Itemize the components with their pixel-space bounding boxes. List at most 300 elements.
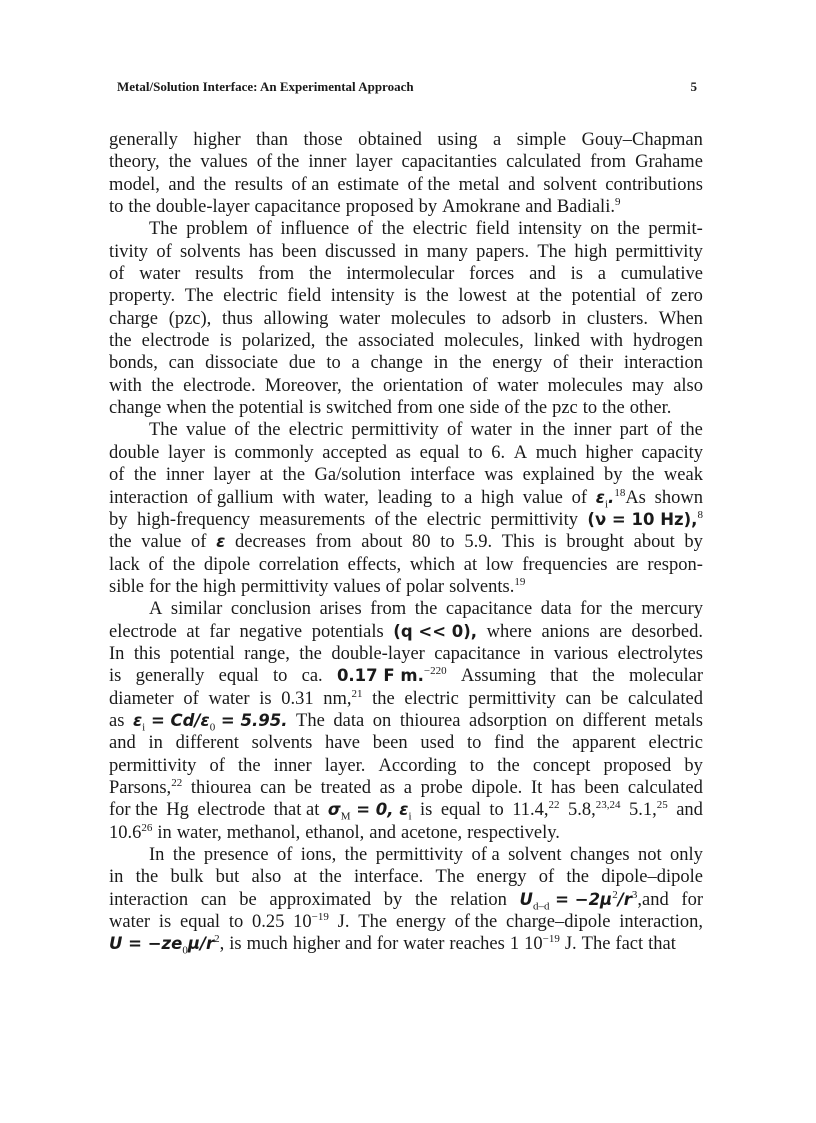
word: and: [529, 264, 556, 285]
word: a: [493, 130, 502, 150]
word: and: [676, 800, 703, 821]
word: in: [148, 733, 163, 754]
word: about: [633, 532, 675, 553]
word: 10.6$^{26}$: [109, 821, 153, 843]
word: various: [553, 643, 609, 664]
word: water: [403, 934, 445, 955]
word: 11.4,22: [512, 799, 560, 821]
word: can: [168, 353, 195, 374]
word: adsorption: [469, 710, 548, 731]
word: Moreover,: [264, 375, 342, 396]
word: of: [234, 420, 250, 441]
word: electrode: [197, 800, 266, 821]
word: not: [637, 845, 662, 865]
word: permittivity: [375, 845, 464, 865]
text-line: [109, 442, 703, 464]
word: arises: [319, 599, 362, 620]
word: dipole: [203, 554, 251, 575]
word: electric: [288, 420, 344, 441]
word: be: [294, 777, 312, 798]
word: at: [186, 621, 200, 642]
word: the: [172, 554, 196, 575]
word: Assuming: [460, 666, 536, 687]
word: by: [418, 197, 438, 218]
word: forces: [469, 264, 515, 285]
word: is: [109, 666, 122, 687]
word: commonly: [234, 442, 314, 463]
word: the: [458, 353, 482, 374]
word: from: [258, 264, 295, 285]
word: A: [513, 442, 528, 463]
word: from: [396, 398, 433, 419]
word: from: [315, 532, 352, 553]
word: have: [325, 733, 360, 754]
word: side: [469, 398, 500, 419]
word: to: [109, 197, 124, 218]
word: associated: [358, 331, 435, 352]
word: capacitance: [445, 599, 533, 620]
word: the: [133, 465, 157, 486]
word: water: [109, 912, 151, 933]
word: the: [351, 375, 374, 396]
text-line: [109, 777, 703, 799]
word: much: [246, 934, 288, 955]
word: higher: [193, 130, 241, 150]
word: potentials: [311, 621, 384, 642]
word: field: [287, 286, 322, 307]
word: of: [109, 264, 125, 285]
word: is: [259, 688, 272, 709]
word: higher: [585, 442, 633, 463]
running-title: Metal/Solution Interface: An Experimental Approach: [117, 79, 414, 94]
word: molecules: [547, 375, 623, 396]
word: In: [109, 643, 125, 664]
word: water: [139, 264, 181, 285]
word: equal: [440, 800, 481, 821]
word: by: [109, 509, 128, 530]
word: been: [372, 733, 408, 754]
word: solvents: [179, 241, 241, 262]
word: that: [550, 666, 578, 687]
word: the: [344, 845, 368, 865]
word: been: [584, 777, 620, 798]
word: the: [539, 286, 562, 307]
word: electric: [404, 688, 459, 709]
text-line: [109, 755, 703, 777]
word: thiourea: [190, 777, 252, 798]
word: that at: [273, 800, 320, 821]
word: electrolytes: [617, 643, 703, 664]
word: the: [592, 666, 615, 687]
word: correlation: [258, 554, 339, 575]
body-text: [109, 129, 703, 956]
word: capacitance: [254, 197, 341, 218]
word: charge: [109, 308, 158, 329]
word: accepted: [322, 442, 387, 463]
word: The: [184, 286, 214, 307]
word: electric: [648, 733, 703, 754]
word: molecules: [390, 308, 466, 329]
word: concept: [532, 755, 591, 776]
word: of: [191, 532, 207, 553]
word: inner: [165, 465, 204, 486]
word: $10^{-19}$: [293, 910, 329, 933]
word: electric: [223, 286, 278, 307]
word: values: [333, 576, 381, 597]
word: interaction: [109, 487, 189, 508]
word: of: [645, 286, 662, 307]
word: polarized,: [241, 331, 316, 352]
text-line: [109, 911, 703, 933]
word: the: [426, 286, 449, 307]
word: to: [326, 353, 341, 374]
word: for the: [109, 800, 158, 821]
word: calculated: [628, 688, 703, 709]
word: energy: [476, 867, 527, 888]
word: has: [248, 241, 274, 262]
text-line: [109, 576, 703, 598]
word: of: [148, 554, 164, 575]
word: permittivity: [241, 576, 329, 597]
word: this: [133, 643, 161, 664]
word: electric: [426, 509, 482, 530]
word: lack: [109, 554, 140, 575]
word: is: [420, 800, 433, 821]
word: intensity: [330, 286, 395, 307]
word: the: [602, 398, 625, 419]
word: 5.9.: [464, 532, 493, 553]
word: similar: [170, 599, 223, 620]
word: inner: [573, 420, 612, 441]
word: $U_{d-d} = -2\mu^2/r^3,and$: [519, 888, 669, 913]
word: This: [501, 532, 535, 553]
word: part: [619, 420, 649, 441]
word: in: [433, 353, 449, 374]
text-line: [109, 397, 703, 419]
word: ca.: [301, 666, 323, 687]
word: model,: [109, 174, 160, 195]
word: electrode: [109, 621, 177, 642]
word: of: [156, 241, 172, 262]
word: as: [395, 442, 411, 463]
word: capacitanties: [401, 152, 498, 173]
text-line: [109, 554, 703, 576]
word: electrode.: [183, 375, 256, 396]
word: capacitance: [434, 643, 521, 664]
word: water: [470, 420, 512, 441]
word: leading: [377, 487, 433, 508]
word: on: [555, 710, 575, 731]
word: solvents: [251, 733, 313, 754]
paragraph: [109, 419, 703, 598]
word: 5.1,25: [628, 799, 668, 821]
word: proposed: [603, 755, 672, 776]
word: where: [486, 621, 532, 642]
text-line: [109, 375, 703, 397]
word: presence: [203, 845, 269, 865]
word: anions: [541, 621, 590, 642]
word: conclusion: [230, 599, 312, 620]
word: the: [381, 219, 405, 240]
word: in: [561, 308, 577, 329]
text-line: [109, 308, 703, 330]
word: those: [303, 130, 343, 150]
word: also: [673, 375, 703, 396]
word: far: [209, 621, 230, 642]
word: influence: [280, 219, 350, 240]
word: the: [372, 688, 395, 709]
word: to: [228, 912, 244, 933]
word: water,: [323, 487, 369, 508]
word: as: [379, 777, 396, 798]
word: is: [404, 286, 417, 307]
word: of: [183, 688, 199, 709]
word: of: [553, 353, 569, 374]
word: their: [579, 353, 614, 374]
word: the: [237, 755, 261, 776]
word: desorbed.: [631, 621, 703, 642]
word: treated: [320, 777, 371, 798]
word: intermolecular: [346, 264, 455, 285]
word: the: [542, 420, 566, 441]
word: by: [684, 532, 703, 553]
word: that: [648, 934, 676, 955]
word: the: [414, 599, 438, 620]
word: the: [175, 576, 199, 597]
word: find: [494, 733, 524, 754]
word: layer.: [324, 755, 366, 776]
word: (q << 0),: [393, 621, 478, 641]
word: of: [357, 219, 374, 240]
word: lowest: [458, 286, 507, 307]
word: of the: [454, 912, 498, 933]
word: the: [325, 331, 348, 352]
running-header: [117, 79, 697, 99]
word: The: [358, 912, 388, 933]
word: clusters.: [586, 308, 649, 329]
word: in: [157, 822, 172, 843]
word: generally: [109, 130, 178, 150]
word: results: [195, 264, 244, 285]
word: high-frequency: [136, 509, 250, 530]
word: and: [345, 934, 372, 955]
word: layer: [355, 152, 393, 173]
word: be: [239, 889, 257, 910]
word: the: [109, 331, 132, 352]
text-line: [109, 196, 703, 218]
word: of: [538, 867, 555, 888]
word: of: [571, 487, 587, 508]
word: high: [203, 576, 237, 597]
word: of the: [407, 174, 451, 195]
text-line: [109, 688, 703, 710]
word: to: [468, 442, 483, 463]
word: potential: [571, 286, 637, 307]
word: polar: [406, 576, 445, 597]
word: respon-: [647, 554, 703, 575]
word: 0.31: [281, 688, 314, 709]
word: range,: [244, 643, 290, 664]
word: the: [415, 889, 438, 910]
word: the: [135, 867, 159, 888]
word: interaction: [623, 353, 703, 374]
word: sible: [109, 576, 144, 597]
word: metal: [458, 174, 500, 195]
word: from: [590, 152, 627, 173]
word: apparent: [572, 733, 636, 754]
word: only: [670, 845, 703, 865]
word: $10^{-19}$: [524, 933, 560, 955]
word: using: [437, 130, 478, 150]
word: $U = -ze_0\mu/r^2$,: [109, 933, 225, 958]
word: with: [282, 487, 316, 508]
word: of: [276, 845, 293, 865]
word: when: [166, 398, 207, 419]
word: has: [550, 777, 576, 798]
word: solvents.$^{19}$: [449, 575, 526, 597]
word: of the: [256, 152, 300, 173]
word: in: [404, 241, 419, 262]
word: shown: [654, 487, 703, 508]
text-line: [109, 889, 703, 911]
word: generally: [135, 666, 205, 687]
word: the: [617, 219, 640, 240]
word: of gallium: [196, 487, 274, 508]
word: can: [200, 889, 227, 910]
word: obtained: [358, 130, 422, 150]
word: Grahame: [635, 152, 703, 173]
word: due: [288, 353, 316, 374]
word: be: [600, 688, 619, 709]
word: calculated: [627, 777, 703, 798]
word: water: [339, 308, 381, 329]
text-line: [109, 643, 703, 665]
text-line: [109, 665, 703, 687]
word: brought: [566, 532, 624, 553]
word: explained: [522, 465, 595, 486]
word: layer: [167, 442, 205, 463]
word: from: [370, 599, 407, 620]
word: different: [175, 733, 239, 754]
word: a: [403, 777, 412, 798]
word: to: [476, 308, 491, 329]
word: 6.: [491, 442, 506, 463]
word: higher: [292, 934, 340, 955]
text-line: [109, 509, 703, 531]
word: much: [535, 442, 577, 463]
word: at: [463, 554, 478, 575]
word: $\varepsilon_i.^{18}As$: [595, 486, 646, 511]
word: at: [259, 465, 274, 486]
word: relation: [450, 889, 507, 910]
word: potential: [170, 643, 235, 664]
word: the: [203, 174, 227, 195]
text-line: [109, 621, 703, 643]
word: inner: [273, 755, 312, 776]
word: molecular: [629, 666, 703, 687]
word: interaction,: [619, 912, 703, 933]
word: double-layer: [156, 197, 250, 218]
word: decreases: [235, 532, 306, 553]
word: $\varepsilon_i = Cd/\varepsilon_0 = 5.95$.: [132, 710, 288, 734]
word: equal: [419, 442, 460, 463]
word: equal: [180, 912, 221, 933]
word: 1: [509, 934, 520, 955]
word: for: [148, 576, 171, 597]
text-line: [109, 419, 703, 441]
word: for: [580, 599, 602, 620]
word: at: [516, 286, 530, 307]
word: In: [149, 845, 165, 865]
word: are: [599, 621, 622, 642]
word: other.: [629, 398, 672, 419]
paragraph: [109, 844, 703, 956]
word: is: [219, 331, 232, 352]
word: of: [472, 375, 488, 396]
word: linked: [533, 331, 581, 352]
word: the: [497, 755, 520, 776]
word: bulk: [170, 867, 204, 888]
word: hydrogen: [633, 331, 703, 352]
word: respectively.: [467, 822, 560, 843]
word: the: [211, 398, 235, 419]
word: can: [260, 777, 286, 798]
word: double-layer: [331, 643, 425, 664]
word: on: [590, 219, 609, 240]
word: of: [209, 755, 225, 776]
word: and: [109, 733, 136, 754]
word: equal: [218, 666, 259, 687]
word: was: [484, 465, 514, 486]
word: data: [333, 710, 365, 731]
word: pzc: [552, 398, 578, 419]
word: change: [370, 353, 423, 374]
word: A: [149, 599, 163, 620]
word: discussed: [324, 241, 396, 262]
word: of the: [504, 398, 548, 419]
word: Ga/solution: [314, 465, 401, 486]
word: of a: [471, 845, 500, 865]
text-line: [109, 732, 703, 754]
word: ethanol,: [305, 822, 365, 843]
word: The: [537, 241, 567, 262]
word: 5.8,$^{23,24}$: [568, 799, 621, 821]
word: changes: [569, 845, 630, 865]
word: According: [378, 755, 457, 776]
text-line: [109, 129, 703, 151]
word: by: [603, 465, 623, 486]
word: 0.17 F m.$^{-220}$: [336, 665, 447, 686]
word: is: [308, 398, 322, 419]
word: change: [109, 398, 162, 419]
word: and: [369, 822, 396, 843]
word: measurements: [259, 509, 366, 530]
word: The: [435, 867, 465, 888]
text-line: [109, 799, 703, 821]
word: Gouy–Chapman: [581, 130, 703, 150]
word: methanol,: [226, 822, 301, 843]
word: in: [109, 867, 124, 888]
word: weak: [663, 465, 703, 486]
word: J.: [337, 912, 350, 933]
word: been: [281, 241, 317, 262]
word: the: [536, 733, 560, 754]
word: simple: [516, 130, 567, 150]
word: but: [215, 867, 240, 888]
text-line: [109, 241, 703, 263]
word: about: [361, 532, 403, 553]
word: thus: [222, 308, 253, 329]
